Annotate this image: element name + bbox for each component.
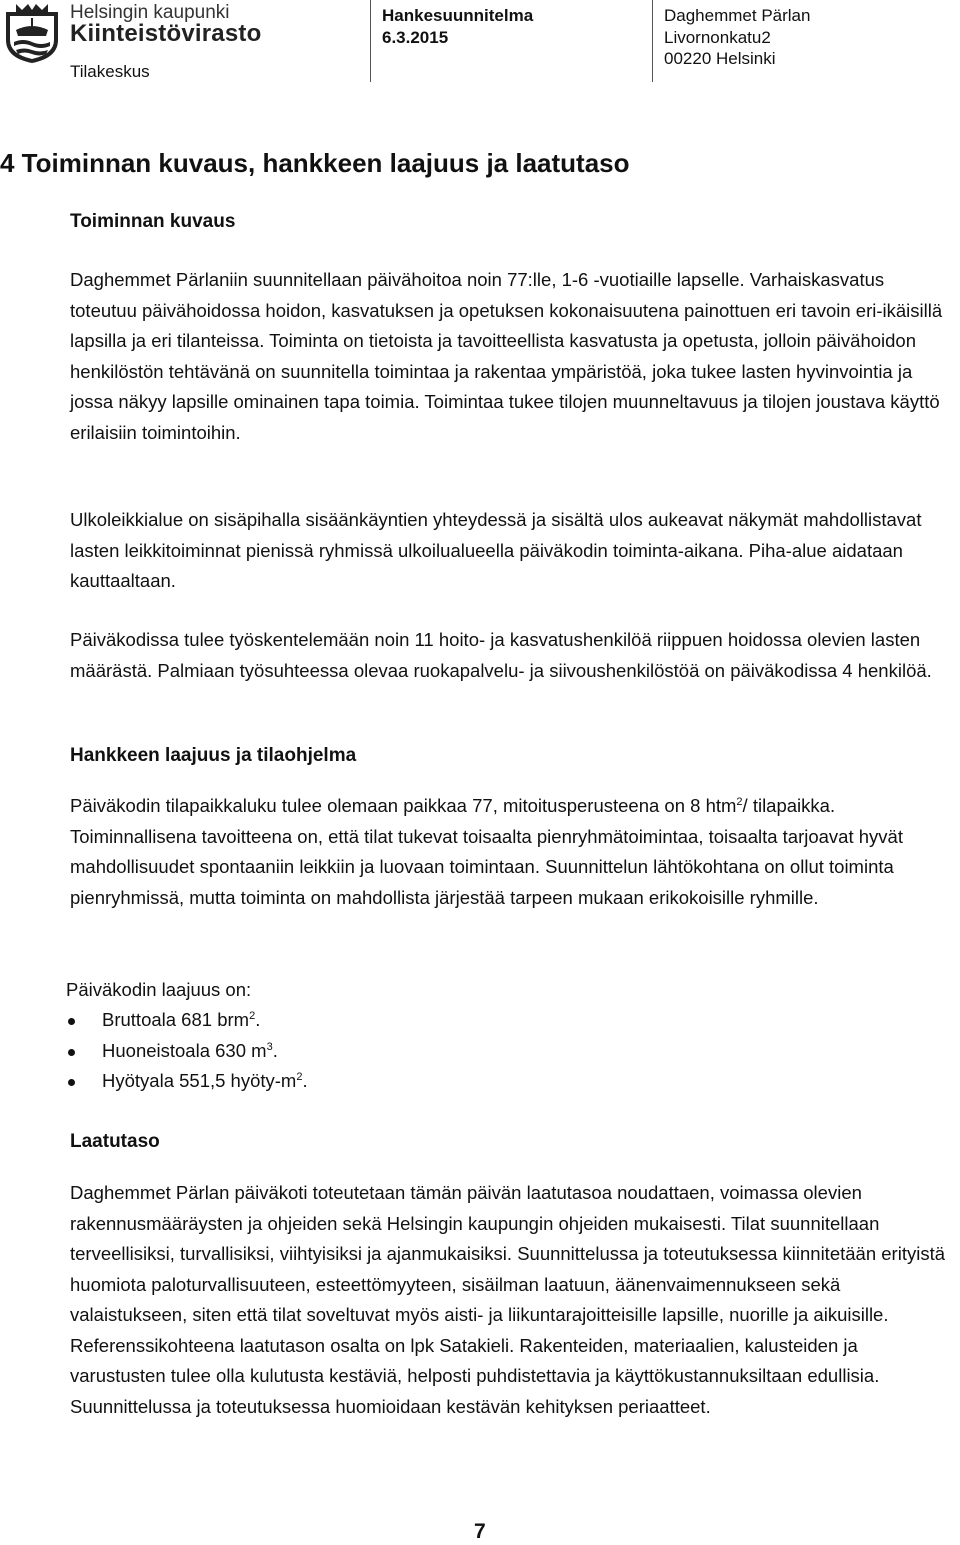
document-type: Hankesuunnitelma	[382, 6, 534, 25]
page-number: 7	[474, 1520, 486, 1543]
header-divider	[652, 0, 653, 82]
subheading-toiminnan-kuvaus: Toiminnan kuvaus	[70, 211, 236, 232]
helsinki-crest-logo	[2, 0, 62, 64]
superscript: 2	[736, 796, 743, 808]
logo-city-name: Helsingin kaupunki	[70, 2, 230, 23]
list-item-end: .	[302, 1070, 308, 1091]
logo-agency-name: Kiinteistövirasto	[70, 20, 262, 47]
superscript: 2	[249, 1010, 256, 1022]
list-item-end: .	[272, 1039, 278, 1061]
paragraph: Daghemmet Pärlaniin suunnitellaan päivähoitoa noin 77:lle, 1-6 -vuotiaille lapselle. Varhaiskasvatus toteutuu päivähoidossa hoidon, kasvatuksen ja opetuksen kokonaisuutena painottuen eri tavoin eri-ikäisillä lapsilla ja eri tilanteissa. Toiminta on tietoista ja tavoitteellista kasvatusta ja opetusta, jolloin päivähoidon henkilöstön tehtävänä on suunnitella toimintaa ja rakentaa ympäristöä, joka tukee lasten hyvinvointia ja jossa näkyy lapsille ominainen tapa toimia. Toimintaa tukee tilojen muunneltavuus ja tilojen joustava käyttö erilaisiin toimintoihin.	[70, 269, 943, 443]
address-line: Livornonkatu2	[664, 28, 771, 47]
list-item	[66, 1066, 308, 1097]
section-title: 4 Toiminnan kuvaus, hankkeen laajuus ja laatutaso	[0, 148, 630, 178]
paragraph: Päiväkodissa tulee työskentelemään noin 11 hoito- ja kasvatushenkilöä riippuen hoidossa olevien lasten määrästä. Palmiaan työsuhteessa olevaa ruokapalvelu- ja siivoushenkilöstöä on päiväkodissa 4 henkilöä.	[70, 629, 932, 681]
header-divider	[370, 0, 371, 82]
superscript: 3	[266, 1040, 273, 1053]
department-name: Tilakeskus	[70, 62, 150, 81]
list-intro: Päiväkodin laajuus on:	[66, 979, 252, 1000]
list-item-end: .	[255, 1009, 261, 1030]
text-run: Päiväkodin tilapaikkaluku tulee olemaan paikkaa 77, mitoitusperusteena on 8 htm	[70, 795, 737, 816]
list-item-text: Hyötyala 551,5 hyöty-m	[102, 1070, 297, 1091]
address-line: Daghemmet Pärlan	[664, 6, 811, 25]
address-line: 00220 Helsinki	[664, 49, 776, 68]
area-list	[66, 1005, 308, 1097]
list-item	[66, 1005, 308, 1036]
bullet-icon	[68, 1079, 75, 1086]
list-item	[66, 1036, 308, 1067]
subheading-hankkeen-laajuus: Hankkeen laajuus ja tilaohjelma	[70, 745, 357, 766]
bullet-icon	[68, 1018, 75, 1025]
superscript: 2	[296, 1071, 303, 1083]
paragraph	[70, 791, 948, 913]
paragraph: Daghemmet Pärlan päiväkoti toteutetaan tämän päivän laatutasoa noudattaen, voimassa olevien rakennusmääräysten ja ohjeiden sekä Helsingin kaupungin ohjeiden mukaisesti. Tilat suunnitellaan terveellisiksi, turvallisiksi, viihtyisiksi ja ajanmukaisiksi. Suunnittelussa ja toteutuksessa kiinnitetään erityistä huomiota paloturvallisuuteen, esteettömyyteen, sisäilman laatuun, äänenvaimennukseen sekä valaistukseen, siten että tilat soveltuvat myös aisti- ja liikuntarajoitteisille lapsille, nuorille ja aikuisille. Referenssikohteena laatutason osalta on lpk Satakieli. Rakenteiden, materiaalien, kalusteiden ja varustusten tulee olla kulutusta kestäviä, helposti puhdistettavia ja käyttökustannuksiltaan edullisia. Suunnittelussa ja toteutuksessa huomioidaan kestävän kehityksen periaatteet.	[70, 1182, 945, 1417]
list-item-text: Bruttoala 681 brm	[102, 1009, 250, 1030]
paragraph: Ulkoleikkialue on sisäpihalla sisäänkäyntien yhteydessä ja sisältä ulos aukeavat näkymät mahdollistavat lasten leikkitoiminnat pienissä ryhmissä ulkoilualueella päiväkodin toiminta-aikana. Piha-alue aidataan kauttaaltaan.	[70, 509, 922, 591]
text-run: / tilapaikka. Toiminnallisena tavoitteena on, että tilat tukevat toisaalta pienryhmätoimintaa, toisaalta tarjoavat hyvät mahdollisuudet spontaaniin leikkiin ja luovaan toimintaan. Suunnittelun lähtökohtana on ollut toiminta pienryhmissä, mutta toiminta on mahdollista järjestää tarpeen mukaan erikokoisille ryhmille.	[70, 795, 903, 908]
list-item-text: Huoneistoala 630 m	[102, 1039, 267, 1061]
subheading-laatutaso: Laatutaso	[70, 1131, 160, 1152]
bullet-icon	[68, 1049, 75, 1056]
document-date: 6.3.2015	[382, 28, 449, 47]
